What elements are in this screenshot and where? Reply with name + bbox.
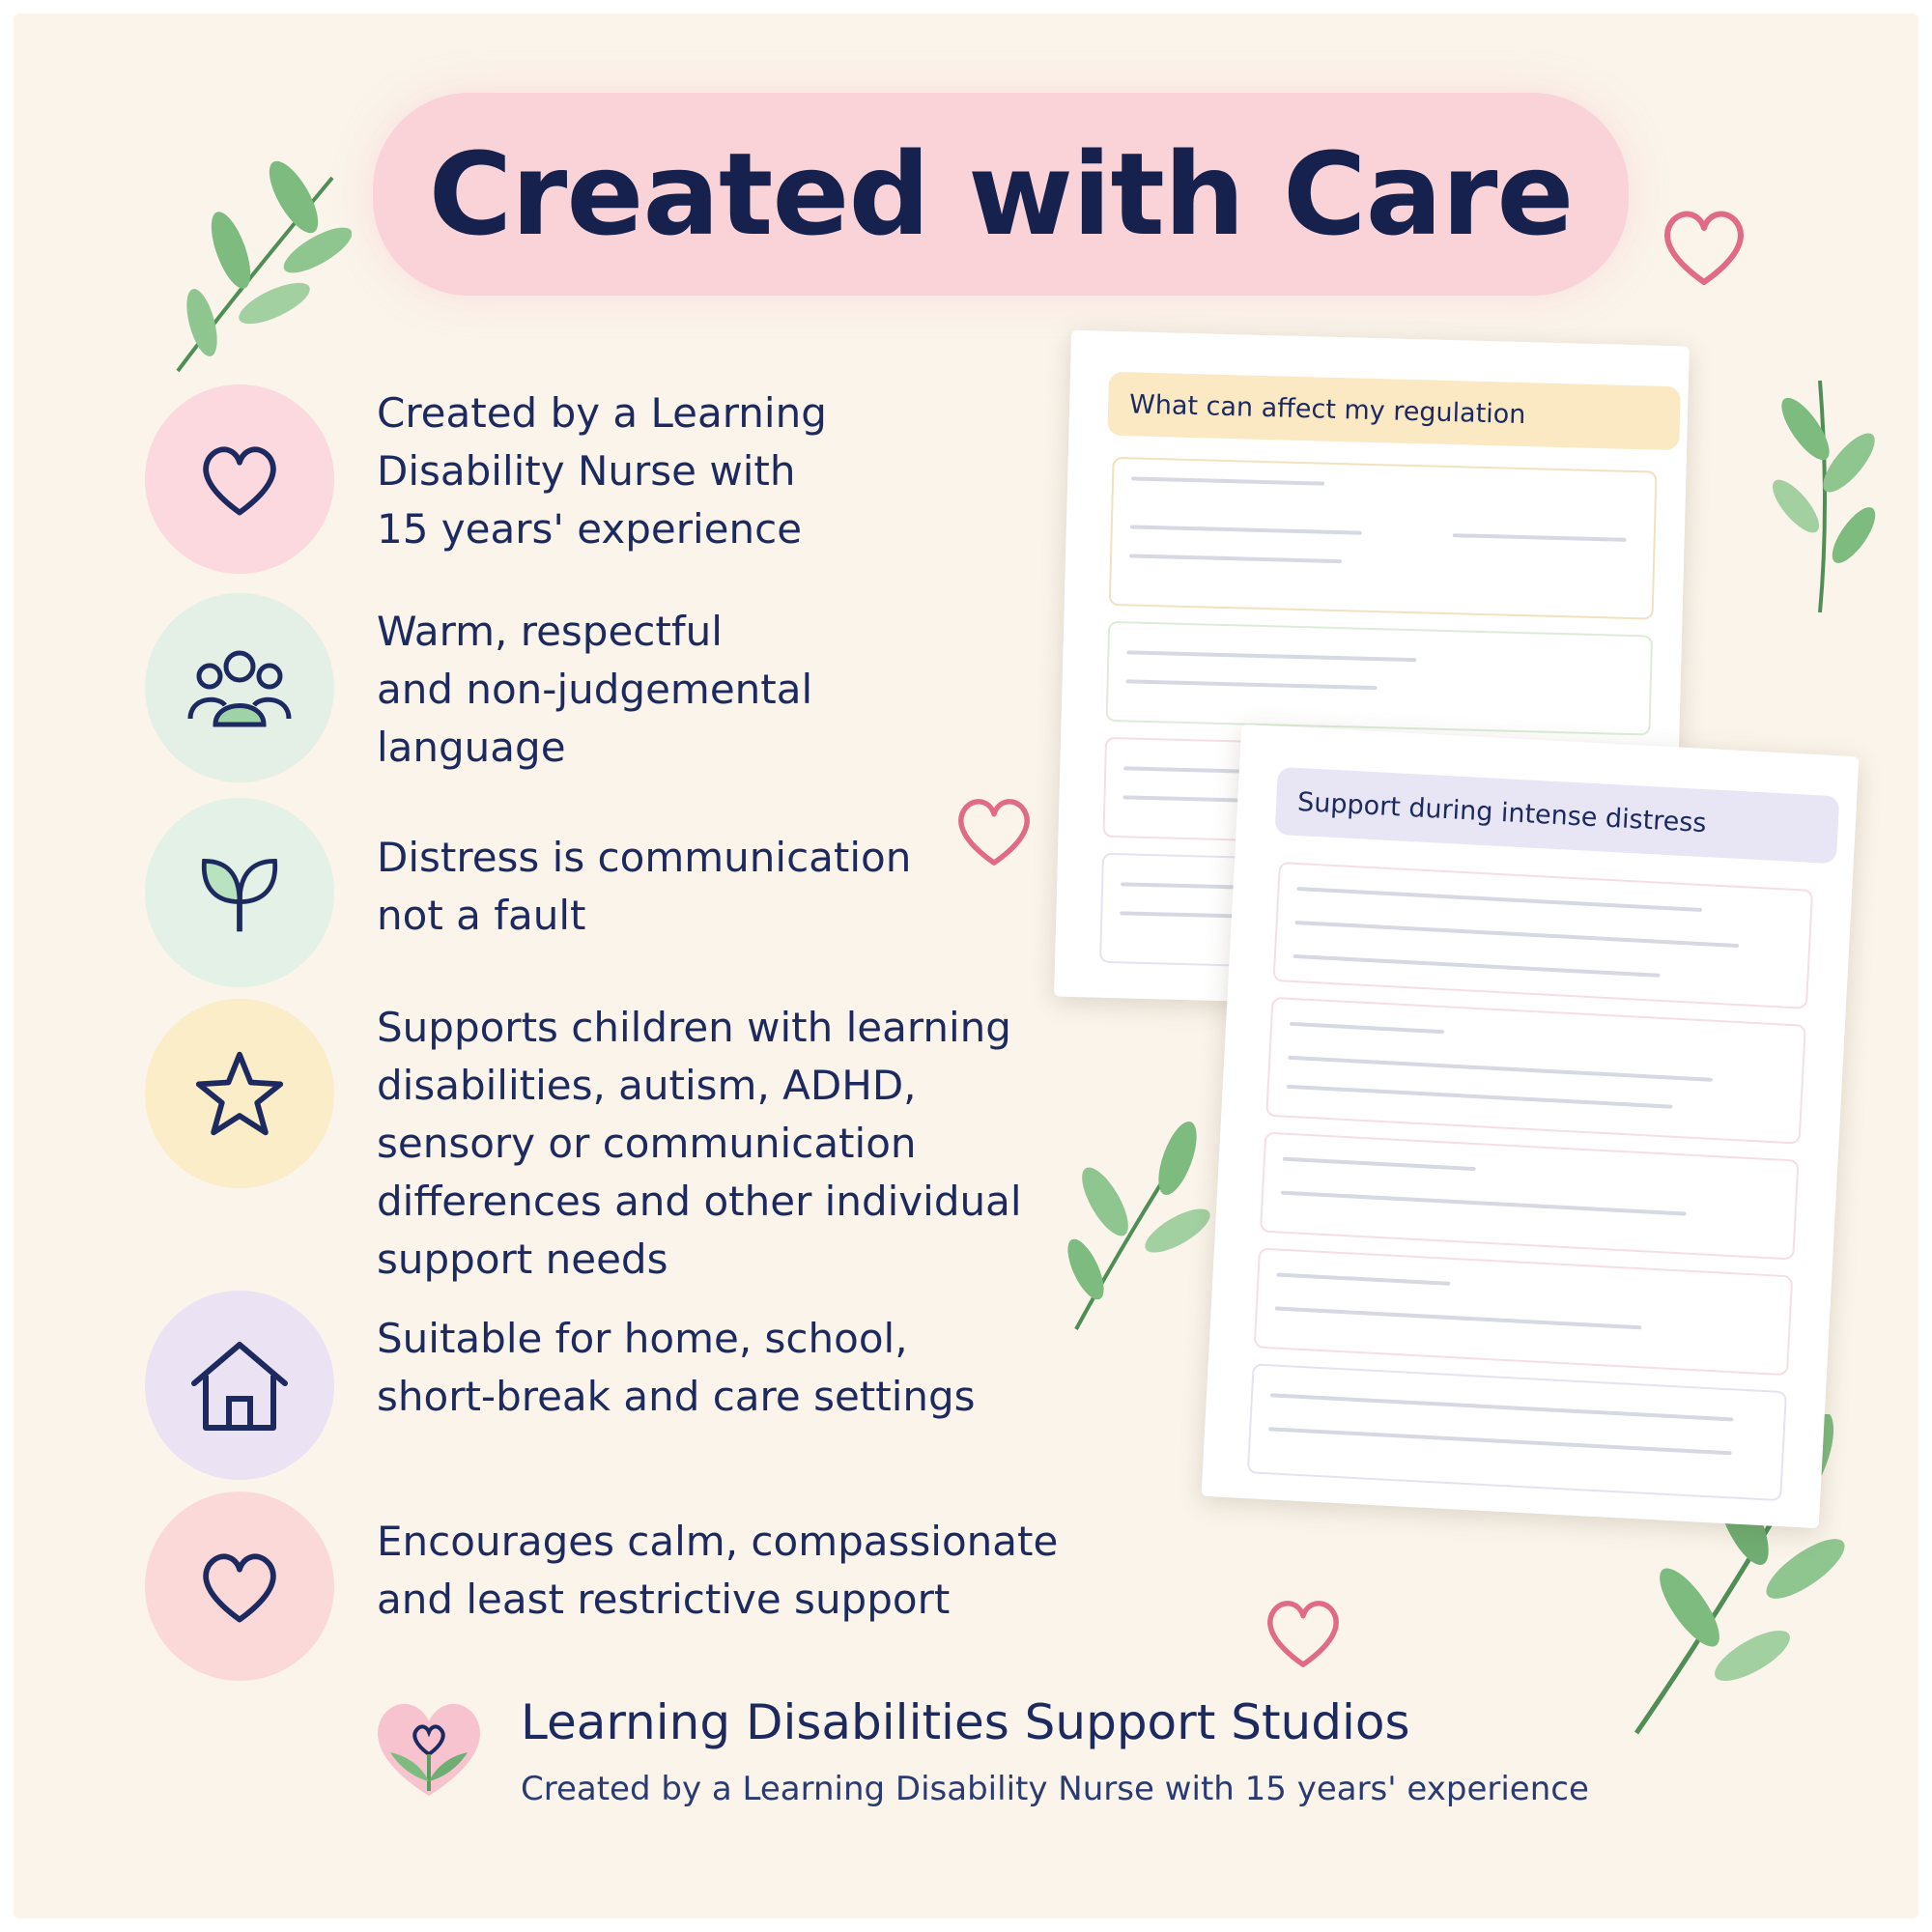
leaf-sprig-icon: [149, 158, 352, 381]
people-icon: [145, 593, 334, 782]
brand-name: Learning Disabilities Support Studios: [521, 1694, 1410, 1750]
star-icon: [145, 999, 334, 1188]
feature-line: Created by a Learning: [377, 389, 827, 437]
feature-line: support needs: [377, 1236, 668, 1283]
feature-line: short-break and care settings: [377, 1373, 976, 1420]
leaf-icon: [145, 798, 334, 987]
heart-outline-icon: [1656, 197, 1752, 294]
heart-outline-icon: [1260, 1588, 1347, 1675]
document-heading-2: Support during intense distress: [1274, 767, 1839, 864]
document-heading-1: What can affect my regulation: [1107, 372, 1681, 450]
feature-line: disabilities, autism, ADHD,: [377, 1062, 917, 1109]
feature-text: [377, 1513, 1058, 1629]
feature-line: Warm, respectful: [377, 608, 723, 655]
feature-line: Suitable for home, school,: [377, 1315, 908, 1362]
feature-line: Encourages calm, compassionate: [377, 1518, 1059, 1565]
poster: [14, 14, 1918, 1918]
house-icon: [145, 1291, 334, 1480]
title-banner: [373, 93, 1629, 296]
feature-text: [377, 603, 812, 777]
heart-icon: [145, 1492, 334, 1681]
feature-line: and non-judgemental: [377, 666, 813, 713]
brand-logo-icon: [361, 1685, 497, 1810]
heart-icon: [145, 384, 334, 574]
feature-text: [377, 829, 911, 945]
feature-line: 15 years' experience: [377, 505, 803, 553]
feature-text: [377, 999, 1022, 1289]
feature-line: Supports children with learning: [377, 1004, 1011, 1051]
feature-line: Disability Nurse with: [377, 447, 796, 495]
feature-line: sensory or communication: [377, 1120, 917, 1167]
brand-tagline: Created by a Learning Disability Nurse with 15 years' experience: [521, 1770, 1589, 1808]
leaf-sprig-icon: [1752, 371, 1897, 622]
feature-line: and least restrictive support: [377, 1576, 951, 1623]
document-preview-2: [1202, 724, 1860, 1528]
feature-text: [377, 1310, 976, 1426]
feature-line: not a fault: [377, 892, 586, 939]
heart-outline-icon: [951, 786, 1037, 873]
feature-text: [377, 384, 827, 558]
feature-line: differences and other individual: [377, 1178, 1022, 1225]
feature-line: Distress is communication: [377, 834, 912, 881]
page-title: Created with Care: [428, 128, 1574, 261]
leaf-sprig-icon: [1047, 1115, 1221, 1337]
feature-line: language: [377, 724, 566, 771]
